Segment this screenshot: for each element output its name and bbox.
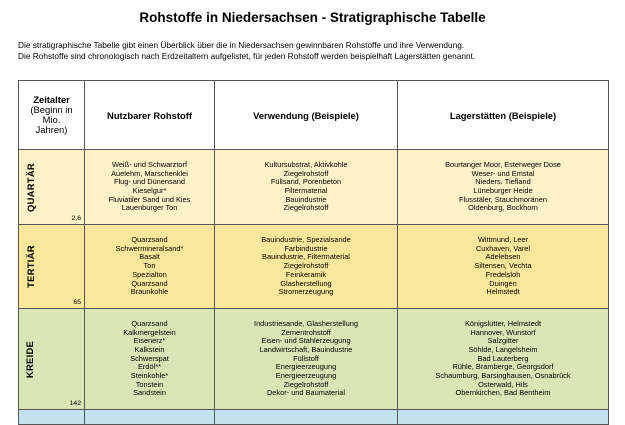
list-item: Adelebsen bbox=[485, 252, 521, 262]
deposit-list bbox=[398, 309, 609, 410]
list-item: Sandstein bbox=[133, 388, 166, 398]
list-item: Energieerzeugung bbox=[275, 362, 337, 372]
list-item: Obernkirchen, Bad Bentheim bbox=[455, 388, 551, 398]
list-item: Glasherstellung bbox=[280, 278, 332, 288]
list-item: Osterwald, Hils bbox=[478, 379, 528, 389]
list-item: Ziegelrohstoff bbox=[283, 168, 329, 178]
list-item: Landwirtschaft, Bauindustrie bbox=[259, 344, 353, 354]
list-item: Flusstäler, Stauchmoränen bbox=[459, 194, 547, 204]
table-row-next bbox=[19, 410, 609, 425]
resource-list bbox=[85, 309, 215, 410]
list-item: Schwerspat bbox=[130, 353, 169, 363]
list-item: Lauenburger Ton bbox=[121, 203, 178, 213]
list-item: Auelehm, Marschenklei bbox=[111, 168, 188, 178]
list-item: Energieerzeugung bbox=[275, 371, 337, 381]
list-item: Erdöl** bbox=[137, 362, 161, 372]
header-age-sub: Mio. bbox=[42, 114, 61, 125]
list-item: Siltensen, Vechta bbox=[474, 261, 532, 271]
list-item: Bauindustrie, Spezialsande bbox=[261, 235, 351, 245]
era-age: 65 bbox=[73, 299, 81, 306]
list-item: Industriesande, Glasherstellung bbox=[254, 318, 358, 328]
list-item: Bad Lauterberg bbox=[477, 353, 529, 363]
era-cell bbox=[19, 225, 85, 309]
list-item: Kalkstein bbox=[134, 344, 165, 354]
list-item: Stromerzeugung bbox=[278, 287, 334, 297]
list-item: Kieselgur* bbox=[132, 186, 167, 195]
list-item: Tonstein bbox=[135, 379, 164, 389]
list-item: Bauindustrie, Filtermaterial bbox=[262, 252, 350, 262]
list-item: Schwermineralsand* bbox=[115, 243, 184, 253]
era-label: QUARTÄR bbox=[24, 162, 36, 212]
list-item: Braunkohle bbox=[130, 287, 169, 297]
list-item: Fredelsloh bbox=[485, 269, 521, 279]
list-item: Farbindustrie bbox=[284, 243, 328, 253]
deposit-list bbox=[398, 150, 609, 225]
table-row bbox=[19, 150, 609, 225]
intro-text bbox=[18, 40, 618, 61]
list-item: Rühle, Bramberge, Georgsdorf bbox=[452, 362, 554, 372]
usage-list bbox=[215, 410, 398, 425]
list-item: Feinkeramik bbox=[285, 269, 327, 279]
header-age bbox=[19, 81, 85, 150]
list-item: Quarzsand bbox=[131, 278, 168, 288]
header-age-sub: Jahren) bbox=[35, 124, 68, 135]
table-header-row bbox=[19, 81, 609, 150]
resource-list bbox=[85, 410, 215, 425]
list-item: Ziegelrohstoff bbox=[283, 203, 329, 213]
header-usage: Verwendung (Beispiele) bbox=[215, 81, 398, 150]
list-item: Cuxhaven, Varel bbox=[475, 243, 531, 253]
header-resource: Nutzbarer Rohstoff bbox=[85, 81, 215, 150]
list-item: Füllstoff bbox=[293, 353, 319, 363]
list-item: Salzgitter bbox=[487, 336, 519, 346]
list-item: Kalkmergelstein bbox=[123, 327, 176, 337]
list-item: Füllsand, Porenbeton bbox=[270, 177, 342, 187]
list-item: Dekor- und Baumaterial bbox=[266, 388, 346, 398]
list-item: Quarzsand bbox=[131, 235, 168, 245]
deposit-list bbox=[398, 410, 609, 425]
list-item: Fluviatiler Sand und Kies bbox=[108, 194, 191, 204]
era-label: KREIDE bbox=[24, 340, 36, 378]
list-item: Bourtanger Moor, Esterweger Dose bbox=[445, 159, 561, 169]
list-item: Ton bbox=[143, 261, 156, 271]
list-item: Bauindustrie bbox=[285, 194, 327, 204]
list-item: Eisen- und Stahlerzeugung bbox=[261, 336, 351, 346]
header-age-sub: (Beginn in bbox=[30, 104, 73, 115]
list-item: Steinkohle* bbox=[130, 371, 169, 381]
list-item: Eisenerz* bbox=[133, 336, 166, 346]
era-cell bbox=[19, 150, 85, 225]
table-row bbox=[19, 225, 609, 309]
usage-list bbox=[215, 225, 398, 309]
list-item: Quarzsand bbox=[131, 318, 168, 328]
list-item: Flug- und Dünensand bbox=[113, 177, 186, 187]
list-item: Zementrohstoff bbox=[281, 327, 331, 337]
list-item: Nieders. Tiefland bbox=[475, 177, 531, 187]
era-cell bbox=[19, 309, 85, 410]
list-item: Helmstedt bbox=[486, 287, 520, 297]
page-title: Rohstoffe in Niedersachsen - Stratigraphische Tabelle bbox=[139, 10, 486, 25]
list-item: Spezialton bbox=[132, 269, 167, 279]
intro-line: Die Rohstoffe sind chronologisch nach Erdzeitaltern aufgelistet, für jeden Rohstoff werden beispielhaft Lagerstätten genannt. bbox=[18, 50, 476, 61]
list-item: Ziegelrohstoff bbox=[283, 379, 329, 389]
list-item: Basalt bbox=[139, 252, 160, 262]
list-item: Hannover, Wunstorf bbox=[470, 327, 536, 337]
deposit-list bbox=[398, 225, 609, 309]
header-deposits: Lagerstätten (Beispiele) bbox=[398, 81, 609, 150]
list-item: Wittmund, Leer bbox=[477, 235, 529, 245]
stratigraphic-table bbox=[18, 80, 609, 425]
list-item: Söhlde, Langelsheim bbox=[468, 344, 538, 354]
list-item: Königslutter, Helmstedt bbox=[465, 318, 541, 328]
list-item: Ziegelrohstoff bbox=[283, 261, 329, 271]
resource-list bbox=[85, 225, 215, 309]
era-age: 142 bbox=[69, 400, 81, 407]
list-item: Filtermaterial bbox=[284, 186, 328, 195]
list-item: Kultursubstrat, Aktivkohle bbox=[264, 159, 348, 169]
era-age: 2,6 bbox=[71, 215, 81, 222]
era-cell bbox=[19, 410, 85, 425]
list-item: Lüneburger Heide bbox=[473, 186, 533, 195]
era-label: TERTIÄR bbox=[24, 245, 36, 288]
list-item: Schaumburg, Barsinghausen, Osnabrück bbox=[435, 371, 571, 381]
list-item: Oldenburg, Bockhorn bbox=[468, 203, 538, 213]
resource-list bbox=[85, 150, 215, 225]
list-item: Weser- und Emstal bbox=[471, 168, 535, 178]
list-item: Weiß- und Schwarztorf bbox=[111, 159, 188, 169]
list-item: Duingen bbox=[489, 278, 517, 288]
usage-list bbox=[215, 150, 398, 225]
intro-line: Die stratigraphische Tabelle gibt einen Überblick über die in Niedersachsen gewinnbaren Rohstoffe und ihre Verwendung. bbox=[18, 40, 465, 50]
header-age-label: Zeitalter bbox=[33, 94, 70, 105]
usage-list bbox=[215, 309, 398, 410]
table-row bbox=[19, 309, 609, 410]
